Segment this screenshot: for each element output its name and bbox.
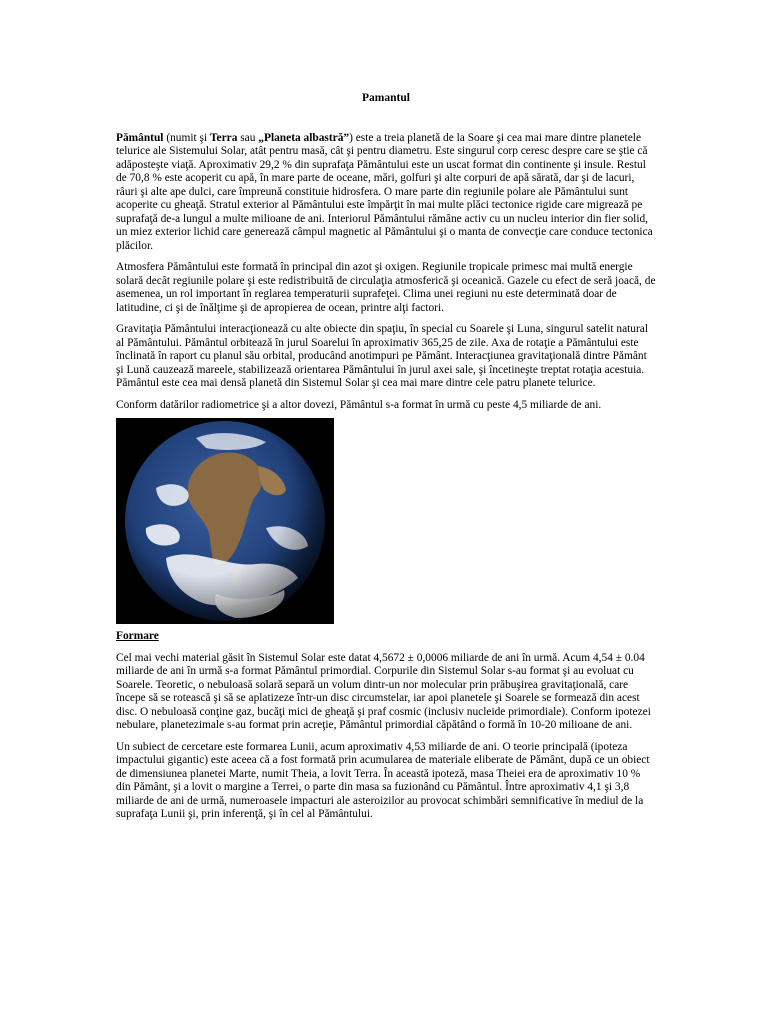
intro-paragraph — [116, 132, 656, 254]
formation-paragraph: Cel mai vechi material găsit în Sistemul Solar este datat 4,5672 ± 0,0006 miliarde de ani în urmă. Acum 4,54 ± 0.04 miliarde de ani în urmă s-a format Pământul primordial. Corpurile din Sistemul Solar s-au format şi au evoluat cu Soarele. Teoretic, o nebuloasă solară separă un volum dintr-un nor molecular prin prăbuşirea gravitaţională, care începe să se rotească şi să se aplatizeze într-un disc circumstelar, iar apoi planetele şi Soarele se formează din acest disc. O nebuloasă conţine gaz, bucăţi mici de gheaţă şi praf cosmic (inclusiv nucleide primordiale). Conform ipotezei nebulare, planetezimale s-au format prin acreţie, Pământul primordial căpătând o formă în 10-20 milioane de ani. — [116, 651, 651, 731]
earth-globe-image — [116, 418, 334, 624]
term-terra: Terra — [209, 131, 238, 144]
intro-text-1: (numit şi — [163, 131, 210, 144]
document-page — [116, 92, 656, 830]
intro-text-3: ) este a treia planetă de la Soare şi cea mai mare dintre planetele telurice ale Sistemului Solar, atât pentru masă, cât şi pentru diametru. Este singurul corp ceresc despre care se ştie că adăposteşte viaţă. Aproximativ 29,2 % din suprafaţa Pământului este un uscat format din continente şi insule. Restul de 70,8 % este acoperit cu apă, în mare parte de oceane, mări, golfuri şi alte corpuri de apă sărată, dar şi de lacuri, râuri şi alte ape dulci, care împreună constituie hidrosfera. O mare parte din regiunile polare ale Pământului sunt acoperite cu gheaţă. Stratul exterior al Pământului este împărţit în mai multe plăci tectonice rigide care migrează pe suprafaţă de-a lungul a multe milioane de ani. Interiorul Pământului rămâne activ cu un nucleu interior din fier solid, un miez exterior lichid care generează câmpul magnetic al Pământului şi o manta de convecţie care conduce tectonica plăcilor. — [116, 131, 653, 252]
earth-photo — [116, 418, 334, 624]
moon-formation-paragraph: Un subiect de cercetare este formarea Lunii, acum aproximativ 4,53 miliarde de ani. O teorie principală (ipoteza impactului gigantic) este aceea că a fost formată prin acumularea de materiale eliberate de Pământ, după ce un obiect de dimensiunea planetei Marte, numit Theia, a lovit Terra. În această ipoteză, masa Theiei era de aproximativ 10 % din Pământ, şi a lovit o margine a Terrei, o parte din masa sa fuzionând cu Pământul. Între aproximativ 4,1 şi 3,8 miliarde de ani de urmă, numeroasele impacturi ale asteroizilor au provocat schimbări semnificative în mediul de la suprafaţa Lunii şi, prin inferenţă, şi în cel al Pământului. — [116, 740, 650, 820]
atmosphere-paragraph: Atmosfera Pământului este formată în principal din azot şi oxigen. Regiunile tropicale primesc mai multă energie solară decât regiunile polare şi este redistribuită de circulaţia atmosferică şi oceanică. Gazele cu efect de seră joacă, de asemenea, un rol important în reglarea temperaturii suprafeţei. Clima unei regiuni nu este determinată doar de latitudine, ci şi de înălţime şi de apropierea de ocean, printre alţi factori. — [116, 261, 656, 314]
term-planeta-albastra: „Planeta albastră” — [258, 131, 350, 144]
intro-text-2: sau — [237, 131, 259, 144]
term-pamantul: Pământul — [116, 131, 164, 144]
gravity-paragraph: Gravitaţia Pământului interacţionează cu alte obiecte din spaţiu, în special cu Soarele şi Luna, singurul satelit natural al Pământului. Pământul orbitează în jurul Soarelui în aproximativ 365,25 de zile. Axa de rotaţie a Pământului este înclinată în raport cu planul său orbital, producând anotimpuri pe Pământ. Interacţiunea gravitaţională dintre Pământ şi Lună cauzează mareele, stabilizează orientarea Pământului în jurul axei sale, şi încetineşte treptat rotaţia acestuia. Pământul este cea mai densă planetă din Sistemul Solar şi cea mai mare dintre cele patru planete telurice. — [116, 323, 649, 389]
document-title: Pamantul — [362, 92, 410, 104]
section-heading-formare: Formare — [116, 630, 159, 642]
age-paragraph: Conform datărilor radiometrice şi a altor dovezi, Pământul s-a format în urmă cu peste 4,5 miliarde de ani. — [116, 398, 602, 411]
